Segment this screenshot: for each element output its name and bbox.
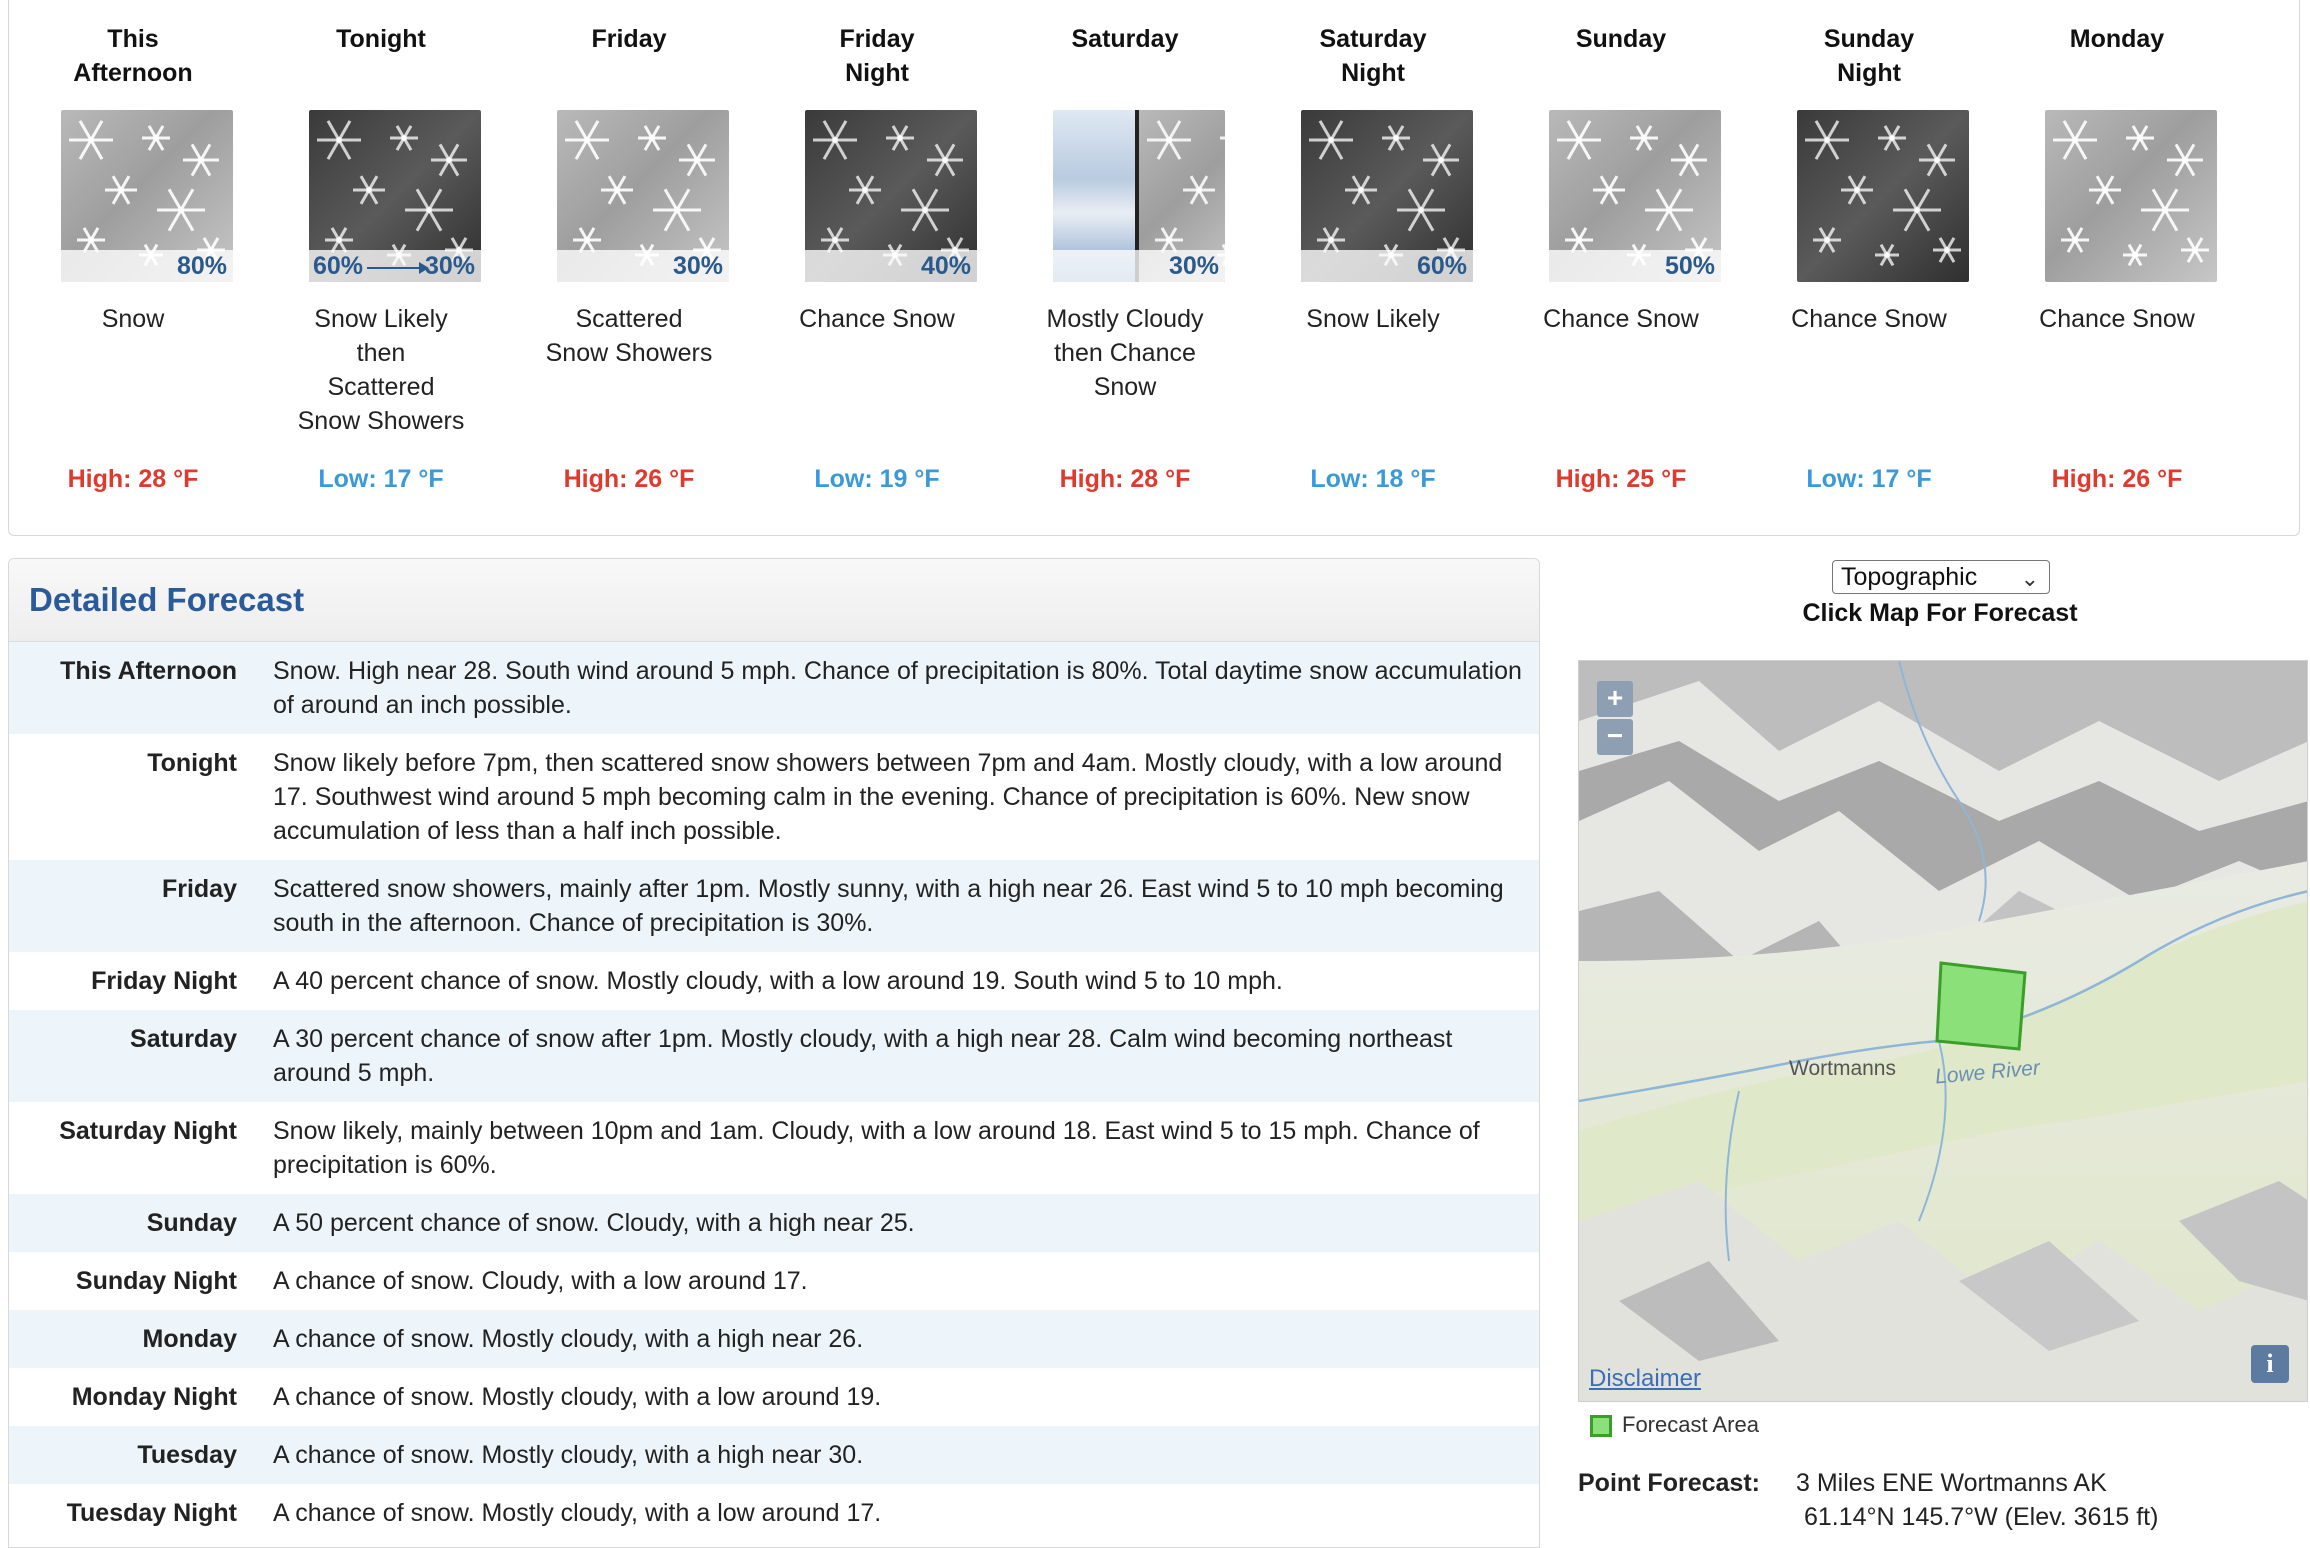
forecast-area-polygon[interactable]	[1937, 963, 2025, 1049]
forecast-map[interactable]	[1578, 660, 2308, 1402]
short-description-line: Mostly Cloudy	[1046, 305, 1204, 333]
row-period-label: Monday Night	[71, 1383, 237, 1411]
map-type-select[interactable]	[1832, 560, 2050, 594]
short-description	[9, 302, 257, 336]
detailed-forecast-title: Detailed Forecast	[9, 559, 1539, 642]
period-name-line: Tonight	[336, 25, 426, 53]
snow-icon[interactable]	[61, 110, 233, 282]
period-name-line: Saturday	[1071, 25, 1179, 53]
row-forecast-text: Scattered snow showers, mainly after 1pm. Mostly sunny, with a high near 26. East wind 5 to 10 mph becoming south in the afternoon. Chance of precipitation is 30%.	[273, 875, 1504, 937]
low-temperature: Low: 17 °F	[318, 465, 444, 493]
period-name-line: Night	[845, 59, 909, 87]
snow-icon[interactable]	[1549, 110, 1721, 282]
short-description	[753, 302, 1001, 336]
detailed-forecast-row	[9, 1310, 1539, 1368]
period-name-line: Night	[1837, 59, 1901, 87]
short-description-line: Scattered	[327, 373, 435, 401]
high-temperature: High: 26 °F	[2051, 465, 2183, 493]
period-name-line: Night	[1341, 59, 1405, 87]
row-period-label: Tuesday Night	[66, 1499, 237, 1527]
high-temperature: High: 26 °F	[563, 465, 695, 493]
forecast-area-swatch	[1590, 1415, 1612, 1437]
short-description-line: Chance Snow	[1543, 305, 1699, 333]
precip-chance-value: 60%	[1416, 252, 1467, 280]
period-name-line: Monday	[2069, 25, 2165, 53]
precip-chance-value: 60%	[313, 252, 364, 280]
snow-night-icon[interactable]	[1301, 110, 1473, 282]
short-description	[1249, 302, 1497, 336]
short-description-line: then	[356, 339, 406, 367]
precip-chance	[557, 250, 729, 282]
detailed-forecast-row	[9, 1010, 1539, 1102]
row-period-label: Friday	[161, 875, 237, 903]
low-temperature: Low: 18 °F	[1310, 465, 1436, 493]
arrow-right-icon	[367, 267, 427, 269]
precip-chance	[61, 250, 233, 282]
period-name-line: Afternoon	[73, 59, 193, 87]
row-period-label: Tuesday	[137, 1441, 237, 1469]
point-forecast-place: 3 Miles ENE Wortmanns AK	[1796, 1469, 2107, 1497]
short-description-line: Chance Snow	[2039, 305, 2195, 333]
detailed-forecast-row	[9, 860, 1539, 952]
period-name-line: Sunday	[1575, 25, 1667, 53]
period-name	[1497, 22, 1745, 92]
detailed-forecast-list	[9, 642, 1539, 1542]
short-description-line: Snow	[1093, 373, 1157, 401]
period-name	[1745, 22, 1993, 92]
row-forecast-text: A chance of snow. Mostly cloudy, with a high near 30.	[273, 1441, 864, 1469]
precip-chance-value-to: 30%	[424, 252, 475, 280]
chevron-down-icon: ⌄	[2020, 566, 2039, 591]
period-name-line: Friday	[839, 25, 915, 53]
click-map-label: Click Map For Forecast	[1802, 599, 2078, 627]
row-period-label: Sunday Night	[75, 1267, 237, 1295]
row-forecast-text: Snow. High near 28. South wind around 5 mph. Chance of precipitation is 80%. Total daytime snow accumulation of around an inch possible.	[273, 657, 1522, 719]
detailed-forecast-row	[9, 1102, 1539, 1194]
high-temperature: High: 28 °F	[67, 465, 199, 493]
legend-label: Forecast Area	[1622, 1412, 1759, 1437]
snow-showers-icon[interactable]	[557, 110, 729, 282]
precip-chance	[1301, 250, 1473, 282]
short-description	[257, 302, 505, 438]
row-forecast-text: Snow likely, mainly between 10pm and 1am. Cloudy, with a low around 18. East wind 5 to 15 mph. Chance of precipitation is 60%.	[273, 1117, 1480, 1179]
disclaimer-link[interactable]: Disclaimer	[1589, 1365, 1702, 1392]
high-temperature: High: 25 °F	[1555, 465, 1687, 493]
zoom-out-button[interactable]: −	[1597, 719, 1633, 755]
row-period-label: Monday	[142, 1325, 237, 1353]
map-type-value: Topographic	[1841, 563, 1978, 591]
period-name-line: Saturday	[1319, 25, 1427, 53]
precip-chance	[309, 250, 481, 282]
precip-chance	[805, 250, 977, 282]
period-name	[9, 22, 257, 92]
detailed-forecast-row	[9, 952, 1539, 1010]
row-forecast-text: A 30 percent chance of snow after 1pm. Mostly cloudy, with a high near 28. Calm wind becoming northeast around 5 mph.	[273, 1025, 1453, 1087]
short-description	[1745, 302, 1993, 336]
snow-night-icon[interactable]	[805, 110, 977, 282]
row-period-label: Saturday	[130, 1025, 237, 1053]
period-name	[1993, 22, 2241, 92]
snow-night-icon[interactable]	[1797, 110, 1969, 282]
short-description	[1001, 302, 1249, 404]
period-name	[1249, 22, 1497, 92]
short-description	[505, 302, 753, 370]
row-period-label: Saturday Night	[59, 1117, 237, 1145]
low-temperature: Low: 19 °F	[814, 465, 940, 493]
map-legend	[1590, 1410, 1759, 1440]
precip-chance-value: 80%	[176, 252, 227, 280]
row-forecast-text: A chance of snow. Mostly cloudy, with a high near 26.	[273, 1325, 864, 1353]
short-description-line: Scattered	[575, 305, 683, 333]
short-description-line: Snow Likely	[1306, 305, 1440, 333]
period-name	[1001, 22, 1249, 92]
row-period-label: Sunday	[146, 1209, 237, 1237]
high-temperature: High: 28 °F	[1059, 465, 1191, 493]
detailed-forecast-row	[9, 1484, 1539, 1542]
detailed-forecast-row	[9, 1252, 1539, 1310]
period-name	[753, 22, 1001, 92]
zoom-in-button[interactable]: +	[1597, 681, 1633, 717]
row-period-label: Tonight	[147, 749, 237, 777]
short-description-line: Chance Snow	[799, 305, 955, 333]
precip-chance	[1053, 250, 1225, 282]
period-name-line: Sunday	[1823, 25, 1915, 53]
row-forecast-text: A chance of snow. Mostly cloudy, with a low around 19.	[273, 1383, 882, 1411]
row-period-label: Friday Night	[91, 967, 237, 995]
row-forecast-text: A chance of snow. Mostly cloudy, with a low around 17.	[273, 1499, 882, 1527]
point-forecast-coords: 61.14°N 145.7°W (Elev. 3615 ft)	[1804, 1503, 2159, 1531]
period-name-line: Friday	[591, 25, 667, 53]
short-description-line: Snow	[101, 305, 165, 333]
short-description-line: Snow Likely	[314, 305, 448, 333]
short-description-line: Snow Showers	[297, 407, 465, 435]
short-description-line: Snow Showers	[545, 339, 713, 367]
point-forecast-label: Point Forecast:	[1578, 1469, 1760, 1497]
cloudy-then-snow-icon[interactable]	[1053, 110, 1225, 282]
info-button[interactable]: i	[2251, 1345, 2289, 1383]
precip-chance-value: 50%	[1664, 252, 1715, 280]
precip-chance	[1549, 250, 1721, 282]
precip-chance-value: 30%	[672, 252, 723, 280]
snow-night-icon[interactable]	[309, 110, 481, 282]
seven-day-forecast	[8, 0, 2300, 536]
precip-chance-value: 30%	[1168, 252, 1219, 280]
detailed-forecast-row	[9, 642, 1539, 734]
detailed-forecast-row	[9, 734, 1539, 860]
short-description	[1497, 302, 1745, 336]
snow-icon[interactable]	[2045, 110, 2217, 282]
detailed-forecast-row	[9, 1368, 1539, 1426]
detailed-forecast-row	[9, 1194, 1539, 1252]
detailed-forecast-row	[9, 1426, 1539, 1484]
row-period-label: This Afternoon	[60, 657, 237, 685]
precip-chance-value: 40%	[920, 252, 971, 280]
row-forecast-text: A 50 percent chance of snow. Cloudy, with a high near 25.	[273, 1209, 915, 1237]
detailed-forecast-panel	[8, 558, 1540, 1548]
low-temperature: Low: 17 °F	[1806, 465, 1932, 493]
river-label: Lowe River	[1934, 1056, 2041, 1089]
terrain-layer	[1579, 661, 2308, 1402]
row-forecast-text: A chance of snow. Cloudy, with a low around 17.	[273, 1267, 808, 1295]
short-description	[1993, 302, 2241, 336]
short-description-line: Chance Snow	[1791, 305, 1947, 333]
row-forecast-text: Snow likely before 7pm, then scattered snow showers between 7pm and 4am. Mostly cloudy, with a low around 17. Southwest wind around 5 mph becoming calm in the evening. Chance of precipitation is 60%. New snow accumulation of less than a half inch possible.	[273, 749, 1503, 845]
row-forecast-text: A 40 percent chance of snow. Mostly cloudy, with a low around 19. South wind 5 to 10 mph.	[273, 967, 1283, 995]
period-name	[505, 22, 753, 92]
place-label: Wortmanns	[1789, 1057, 1896, 1080]
short-description-line: then Chance	[1054, 339, 1196, 367]
period-name	[257, 22, 505, 92]
period-name-line: This	[107, 25, 159, 53]
